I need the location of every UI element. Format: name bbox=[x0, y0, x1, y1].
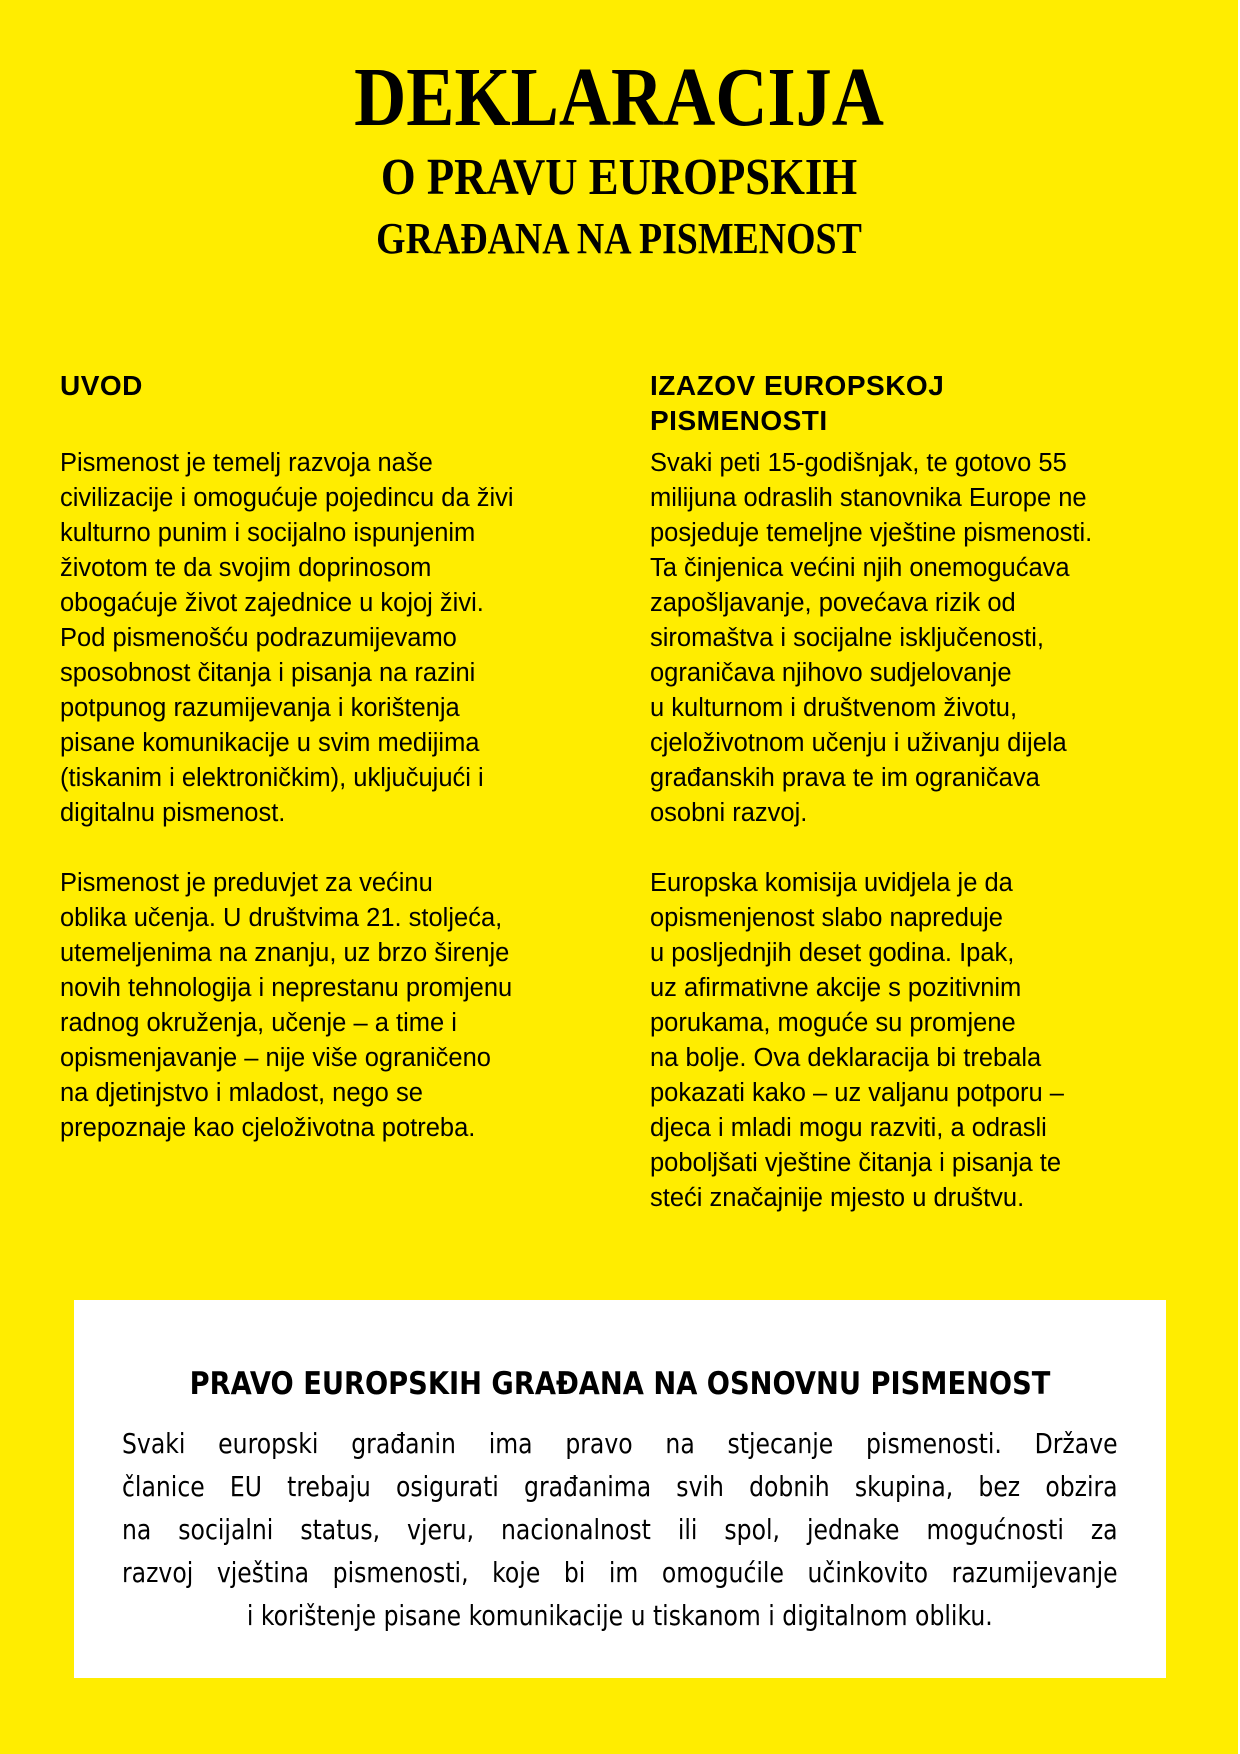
text-line: na djetinjstvo i mladost, nego se bbox=[60, 1079, 423, 1107]
text-line: Pismenost je temelj razvoja naše bbox=[60, 449, 433, 477]
document-title bbox=[0, 52, 1238, 266]
heading-line: IZAZOV EUROPSKOJ bbox=[650, 370, 945, 401]
rights-box-body bbox=[122, 1422, 1118, 1637]
text-line: steći značajnije mjesto u društvu. bbox=[650, 1184, 1025, 1212]
text-line: porukama, moguće su promjene bbox=[650, 1009, 1016, 1037]
text-line: građanskih prava te im ograničava bbox=[650, 764, 1040, 792]
text-line: milijuna odraslih stanovnika Europe ne bbox=[650, 484, 1087, 512]
text-line: novih tehnologija i neprestanu promjenu bbox=[60, 974, 513, 1002]
text-line: civilizacije i omogućuje pojedincu da živi bbox=[60, 484, 514, 512]
title-subtitle-line-1: O PRAVU EUROPSKIH bbox=[380, 149, 858, 206]
paragraph bbox=[650, 446, 1190, 831]
text-line: potpunog razumijevanja i korištenja bbox=[60, 694, 460, 722]
title-subtitle-line-2: GRAĐANA NA PISMENOST bbox=[376, 214, 862, 263]
text-line: razvoj vještina pismenosti, koje bi im omogućile učinkovito razumijevanje bbox=[122, 1556, 1118, 1589]
text-line: oblika učenja. U društvima 21. stoljeća, bbox=[60, 904, 503, 932]
text-line: sposobnost čitanja i pisanja na razini bbox=[60, 659, 476, 687]
text-line: članice EU trebaju osigurati građanima svih dobnih skupina, bez obzira bbox=[122, 1470, 1118, 1503]
text-line: na socijalni status, vjeru, nacionalnost ili spol, jednake mogućnosti za bbox=[122, 1513, 1118, 1546]
text-line: (tiskanim i elektroničkim), uključujući i bbox=[60, 764, 484, 792]
text-line: Pod pismenošću podrazumijevamo bbox=[60, 624, 457, 652]
text-line: cjeloživotnom učenju i uživanju dijela bbox=[650, 729, 1067, 757]
text-line: u kulturnom i društvenom životu, bbox=[650, 694, 1018, 722]
paragraph bbox=[650, 866, 1190, 1216]
text-line: poboljšati vještine čitanja i pisanja te bbox=[650, 1149, 1062, 1177]
text-line: digitalnu pismenost. bbox=[60, 799, 286, 827]
section-heading-izazov bbox=[650, 368, 1190, 438]
text-line: na bolje. Ova deklaracija bi trebala bbox=[650, 1044, 1042, 1072]
text-line: kulturno punim i socijalno ispunjenim bbox=[60, 519, 476, 547]
text-line: prepoznaje kao cjeloživotna potreba. bbox=[60, 1114, 476, 1142]
challenge-section bbox=[650, 368, 1190, 1216]
rights-box bbox=[74, 1300, 1166, 1678]
text-line: i korištenje pisane komunikacije u tiskanom i digitalnom obliku. bbox=[246, 1599, 993, 1632]
text-line: uz afirmativne akcije s pozitivnim bbox=[650, 974, 1022, 1002]
heading-line: PISMENOSTI bbox=[650, 405, 828, 436]
text-line: u posljednjih deset godina. Ipak, bbox=[650, 939, 1015, 967]
text-line: Pismenost je preduvjet za većinu bbox=[60, 869, 433, 897]
title-main: DEKLARACIJA bbox=[354, 51, 884, 144]
text-line: pisane komunikacije u svim medijima bbox=[60, 729, 480, 757]
text-line: utemeljenima na znanju, uz brzo širenje bbox=[60, 939, 510, 967]
text-line: pokazati kako – uz valjanu potporu – bbox=[650, 1079, 1064, 1107]
rights-box-title: PRAVO EUROPSKIH GRAĐANA NA OSNOVNU PISMENOST bbox=[189, 1366, 1051, 1402]
text-line: obogaćuje život zajednice u kojoj živi. bbox=[60, 589, 484, 617]
text-line: osobni razvoj. bbox=[650, 799, 808, 827]
paragraph bbox=[60, 866, 580, 1146]
text-line: životom te da svojim doprinosom bbox=[60, 554, 432, 582]
section-heading-uvod: UVOD bbox=[60, 370, 143, 401]
text-line: radnog okruženja, učenje – a time i bbox=[60, 1009, 457, 1037]
text-line: Ta činjenica većini njih onemogućava bbox=[650, 554, 1070, 582]
paragraph bbox=[60, 446, 580, 831]
text-line: Svaki europski građanin ima pravo na stjecanje pismenosti. Države bbox=[122, 1427, 1118, 1460]
text-line: zapošljavanje, povećava rizik od bbox=[650, 589, 1016, 617]
text-line: Europska komisija uvidjela je da bbox=[650, 869, 1013, 897]
introduction-section bbox=[60, 368, 580, 1146]
text-line: ograničava njihovo sudjelovanje bbox=[650, 659, 1012, 687]
text-line: opismenjenost slabo napreduje bbox=[650, 904, 1003, 932]
text-line: posjeduje temeljne vještine pismenosti. bbox=[650, 519, 1093, 547]
text-line: Svaki peti 15-godišnjak, te gotovo 55 bbox=[650, 449, 1067, 477]
text-line: siromaštva i socijalne isključenosti, bbox=[650, 624, 1044, 652]
text-line: opismenjavanje – nije više ograničeno bbox=[60, 1044, 491, 1072]
text-line: djeca i mladi mogu razviti, a odrasli bbox=[650, 1114, 1047, 1142]
